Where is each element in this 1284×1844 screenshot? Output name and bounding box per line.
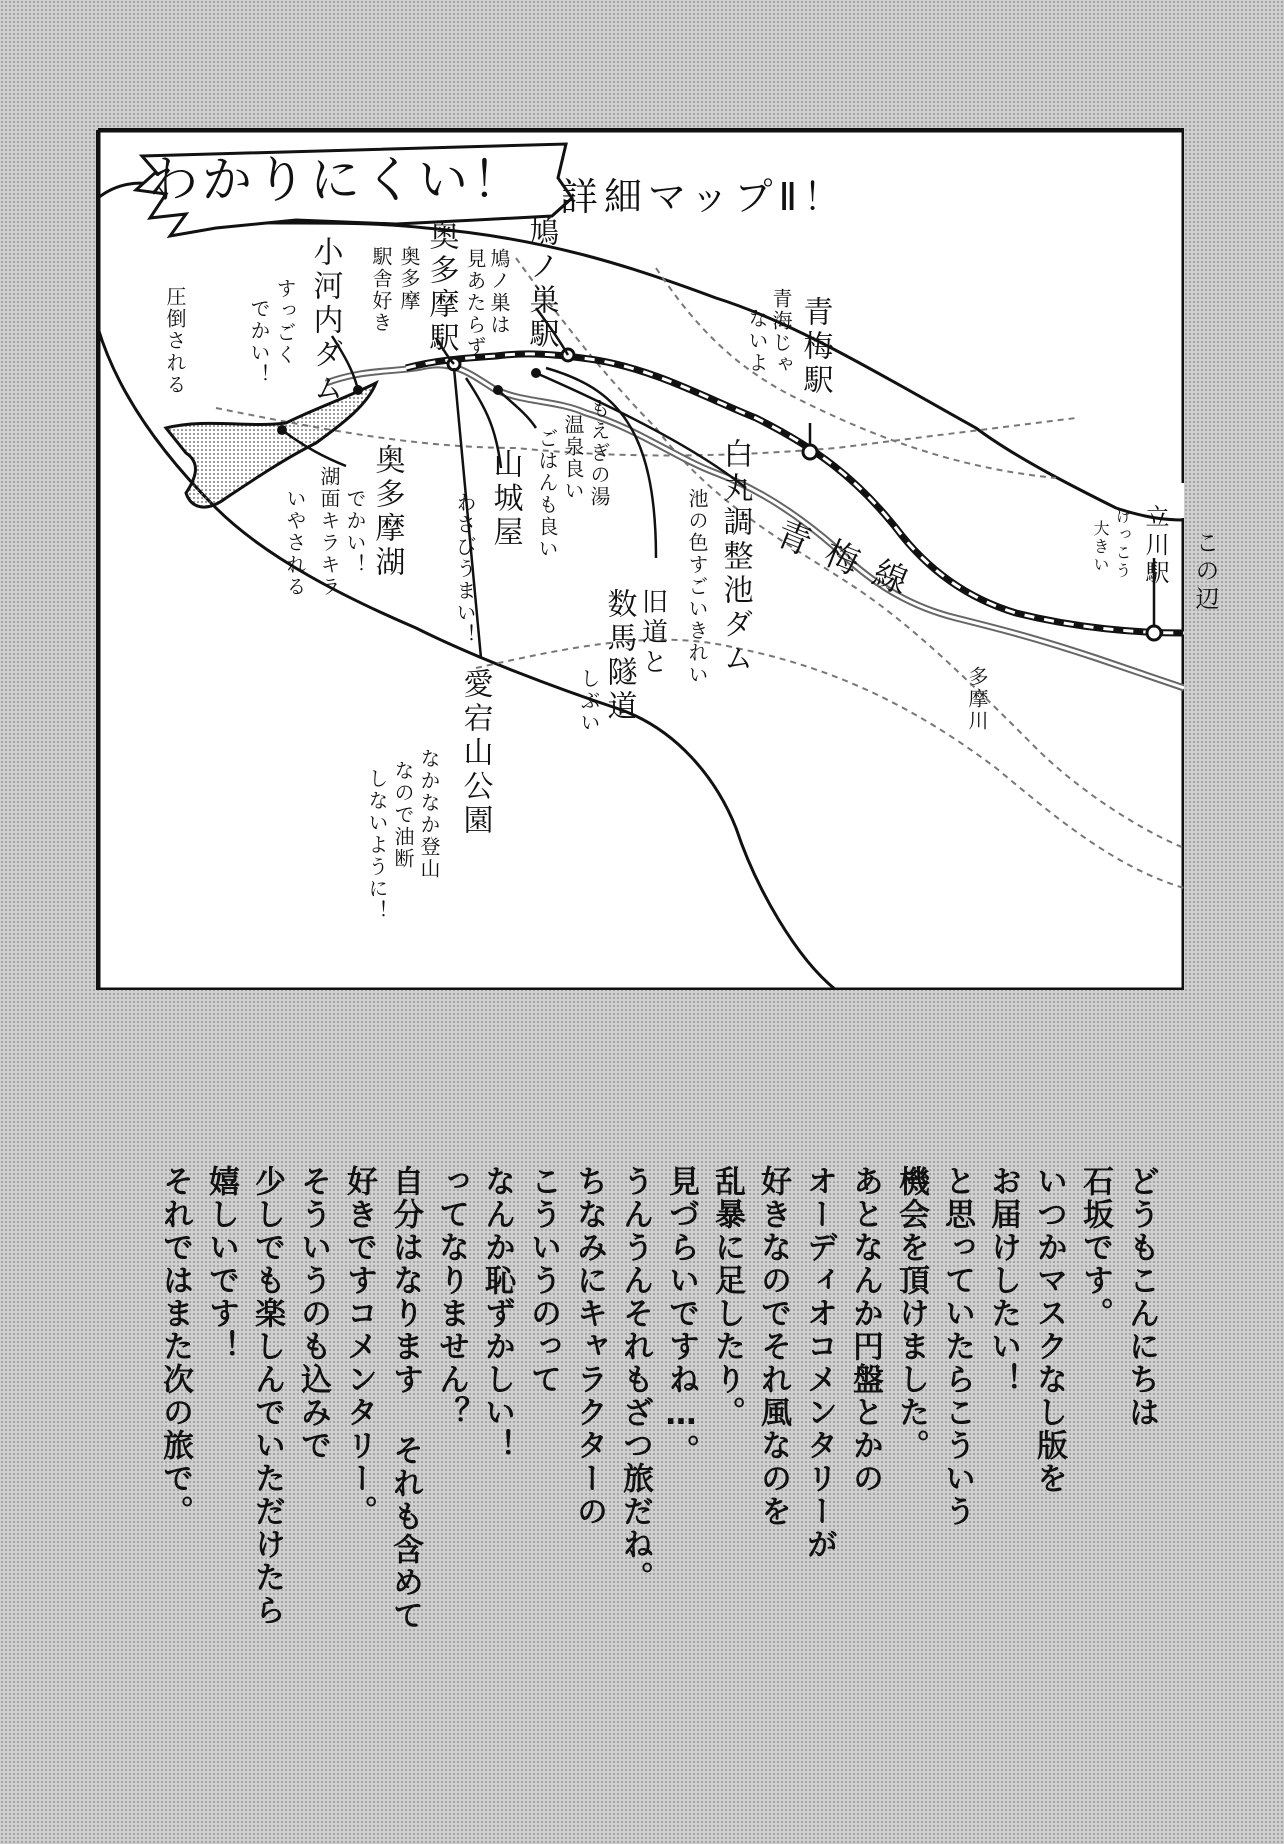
label-atagoyama-note-1: なかなか登山 — [417, 748, 441, 880]
label-okutama-lake: 奥多摩湖 — [369, 444, 405, 580]
label-kyudo-2: 数馬隧道 — [601, 588, 637, 724]
afterword-line: 自分はなります それも含めて — [387, 1165, 423, 1632]
label-kyudo-1: 旧道と — [637, 588, 668, 678]
map-drawing — [96, 128, 1184, 990]
afterword-line: ちなみにキャラクターの — [571, 1165, 607, 1528]
afterword-line: 石坂です。 — [1077, 1165, 1113, 1330]
label-atagoyama-note-3: しないように！ — [365, 768, 389, 922]
label-moegi-3: ごはんも良い — [535, 428, 559, 560]
tachikawa-station-marker — [1147, 626, 1161, 640]
label-ome-note-2: ないよ — [745, 308, 769, 374]
map-panel — [96, 128, 1219, 990]
afterword-line: オーディオコメンタリーが — [801, 1165, 837, 1561]
afterword-line: 機会を頂けました。 — [893, 1165, 929, 1462]
afterword-line: 好きなのでそれ風なのを — [755, 1165, 791, 1528]
label-shiromaru-note: 池の色すごいきれい — [685, 488, 709, 686]
afterword-line: そういうのも込みで — [295, 1165, 331, 1462]
afterword-line: なんか恥ずかしい！ — [479, 1165, 515, 1462]
afterword-line: 少しでも楽しんでいただけたら — [249, 1165, 285, 1627]
label-kawachi-note-2: でかい！ — [247, 298, 271, 386]
label-hatonosu-note-1: 鳩ノ巣は — [487, 248, 511, 336]
label-lake-note-1: でかい！ — [343, 488, 367, 576]
ome-station-marker — [803, 445, 817, 459]
afterword-line: どうもこんにちは — [1123, 1165, 1159, 1429]
label-kyudo-3: しぶい — [577, 668, 601, 734]
label-ome-station: 青梅駅 — [797, 296, 833, 398]
afterword-line: うんうんそれもざつ旅だね。 — [617, 1165, 653, 1594]
map-subtitle: 詳細マップⅡ！ — [560, 175, 848, 219]
label-lake-note-2: 湖面キラキラ — [317, 466, 341, 598]
label-tama-river: 多摩川 — [965, 666, 989, 732]
label-lake-note-3: いやされる — [283, 488, 307, 598]
label-yamashiroya-note: わさびうまい！ — [453, 492, 477, 646]
label-atagoyama: 愛宕山公園 — [457, 668, 493, 838]
label-kawachi-note-1: すっごく — [273, 278, 297, 366]
label-yamashiroya: 山城屋 — [487, 448, 523, 550]
label-shiromaru: 白丸調整池ダム — [717, 438, 753, 676]
label-moegi-1: もえぎの湯 — [587, 398, 611, 508]
label-moegi-2: 温泉良い — [561, 414, 585, 502]
label-ome-line: 青梅線 — [770, 513, 931, 610]
panel-frame — [98, 130, 1184, 990]
label-tachikawa-note-1: けっこう — [1113, 508, 1132, 580]
afterword-line: お届けしたい！ — [985, 1165, 1021, 1396]
afterword-line: いつかマスクなし版を — [1031, 1165, 1067, 1495]
label-tachikawa-station: 立川駅 — [1141, 504, 1169, 588]
afterword-line: 好きですコメンタリー。 — [341, 1165, 377, 1528]
label-edge-note: この辺 — [1191, 530, 1219, 614]
afterword-line: と思っていたらこういう — [939, 1165, 975, 1528]
label-okutama-note-2: 駅舎好き — [369, 246, 393, 334]
afterword-line: 見づらいですね…。 — [663, 1165, 699, 1467]
label-okutama-station: 奥多摩駅 — [423, 220, 459, 356]
afterword-line: 嬉しいです！ — [203, 1165, 239, 1363]
label-tachikawa-note-2: 大きい — [1091, 520, 1110, 574]
label-hatonosu-note-2: 見あたらず — [463, 248, 487, 358]
afterword-line: こういうのって — [525, 1165, 561, 1396]
afterword-line: 乱暴に足したり。 — [709, 1165, 745, 1429]
label-atagoyama-note-2: なので油断 — [391, 760, 415, 870]
label-kawachi-dam: 小河内ダム — [307, 236, 343, 406]
label-hatonosu-station: 鳩ノ巣駅 — [523, 216, 559, 352]
label-ome-note-1: 青海じゃ — [769, 288, 793, 376]
label-kawachi-note-3: 圧倒される — [163, 286, 187, 396]
afterword-line: あとなんか円盤とかの — [847, 1165, 883, 1495]
afterword-line: ってなりません？ — [433, 1165, 469, 1429]
map-title: わかりにくい！ — [148, 151, 526, 209]
afterword-line: それではまた次の旅で。 — [157, 1165, 193, 1528]
label-okutama-note-1: 奥多摩 — [397, 246, 421, 312]
